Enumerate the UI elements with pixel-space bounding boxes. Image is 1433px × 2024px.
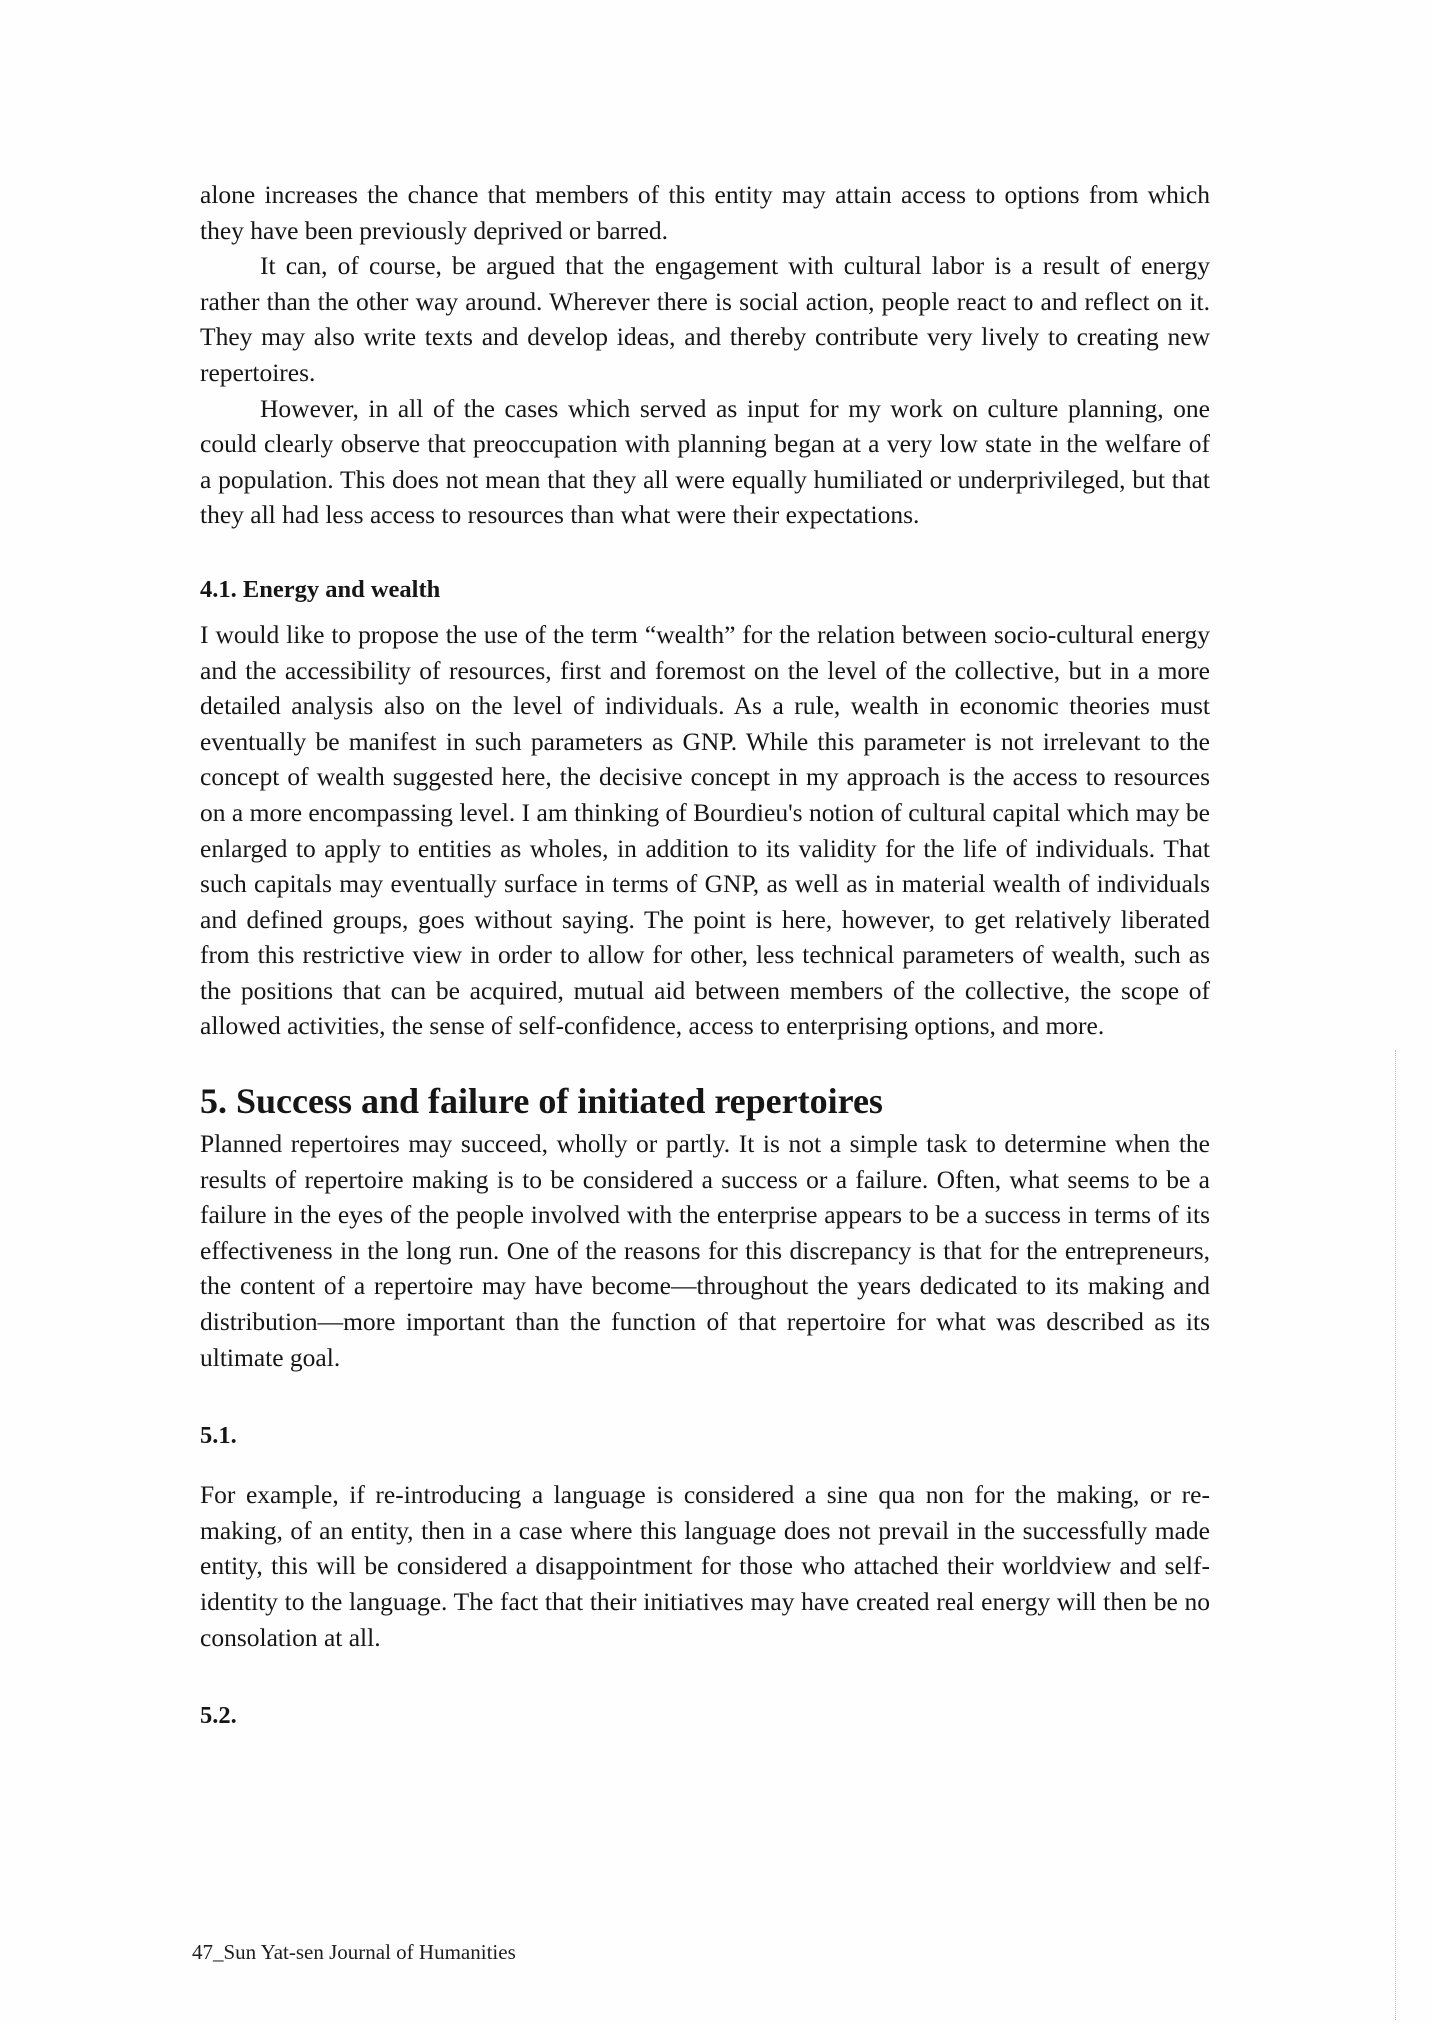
paragraph-success-failure: Planned repertoires may succeed, wholly or partly. It is not a simple task to determine when the results of repertoire making is to be considered a success or a failure. Often, what seems to be a failure in the eyes of the people involved with the enterprise appears to be a success in terms of its effectiveness in the long run. One of the reasons for this discrepancy is that for the entrepreneurs, the content of a repertoire may have become—throughout the years dedicated to its making and distribution—more important than the function of that repertoire for what was described as its ultimate goal. xyxy=(200,1129,1210,1372)
page-footer: 47_Sun Yat-sen Journal of Humanities xyxy=(192,1940,516,1964)
paragraph-continuation: alone increases the chance that members of this entity may attain access to options from which they have been previously deprived or barred. xyxy=(200,180,1210,245)
heading-5-2: 5.2. xyxy=(200,1702,237,1730)
heading-4-1: 4.1. Energy and wealth xyxy=(200,575,441,603)
paragraph-culture-planning: However, in all of the cases which served as input for my work on culture planning, one could clearly observe that preoccupation with planning began at a very low state in the welfare of a population. This does not mean that they all were equally humiliated or underprivileged, but that they all had less access to resources than what were their expectations. xyxy=(200,393,1210,530)
heading-5: 5. Success and failure of initiated repertoires xyxy=(200,1081,883,1122)
paragraph-energy-wealth: I would like to propose the use of the term “wealth” for the relation between socio-cultural energy and the accessibility of resources, first and foremost on the level of the collective, but in a more detailed analysis also on the level of individuals. As a rule, wealth in economic theories must eventually be manifest in such parameters as GNP. While this parameter is not irrelevant to the concept of wealth suggested here, the decisive concept in my approach is the access to resources on a more encompassing level. I am thinking of Bourdieu's notion of cultural capital which may be enlarged to apply to entities as wholes, in addition to its validity for the life of individuals. That such capitals may eventually surface in terms of GNP, as well as in material wealth of individuals and defined groups, goes without saying. The point is here, however, to get relatively liberated from this restrictive view in order to allow for other, less technical parameters of wealth, such as the positions that can be acquired, mutual aid between members of the collective, the scope of allowed activities, the sense of self-confidence, access to enterprising options, and more. xyxy=(200,619,1210,1041)
scan-edge-line xyxy=(1395,1050,1397,2020)
text-column xyxy=(200,177,1210,1733)
paragraph-cultural-labor: It can, of course, be argued that the engagement with cultural labor is a result of energy rather than the other way around. Wherever there is social action, people react to and reflect on it. They may also write texts and develop ideas, and thereby contribute very lively to creating new repertoires. xyxy=(200,251,1210,387)
heading-5-1: 5.1. xyxy=(200,1422,237,1450)
paragraph-language-example: For example, if re-introducing a language is considered a sine qua non for the making, or re-making, of an entity, then in a case where this language does not prevail in the successfully made entity, this will be considered a disappointment for those who attached their worldview and self-identity to the language. The fact that their initiatives may have created real energy will then be no consolation at all. xyxy=(200,1480,1210,1652)
